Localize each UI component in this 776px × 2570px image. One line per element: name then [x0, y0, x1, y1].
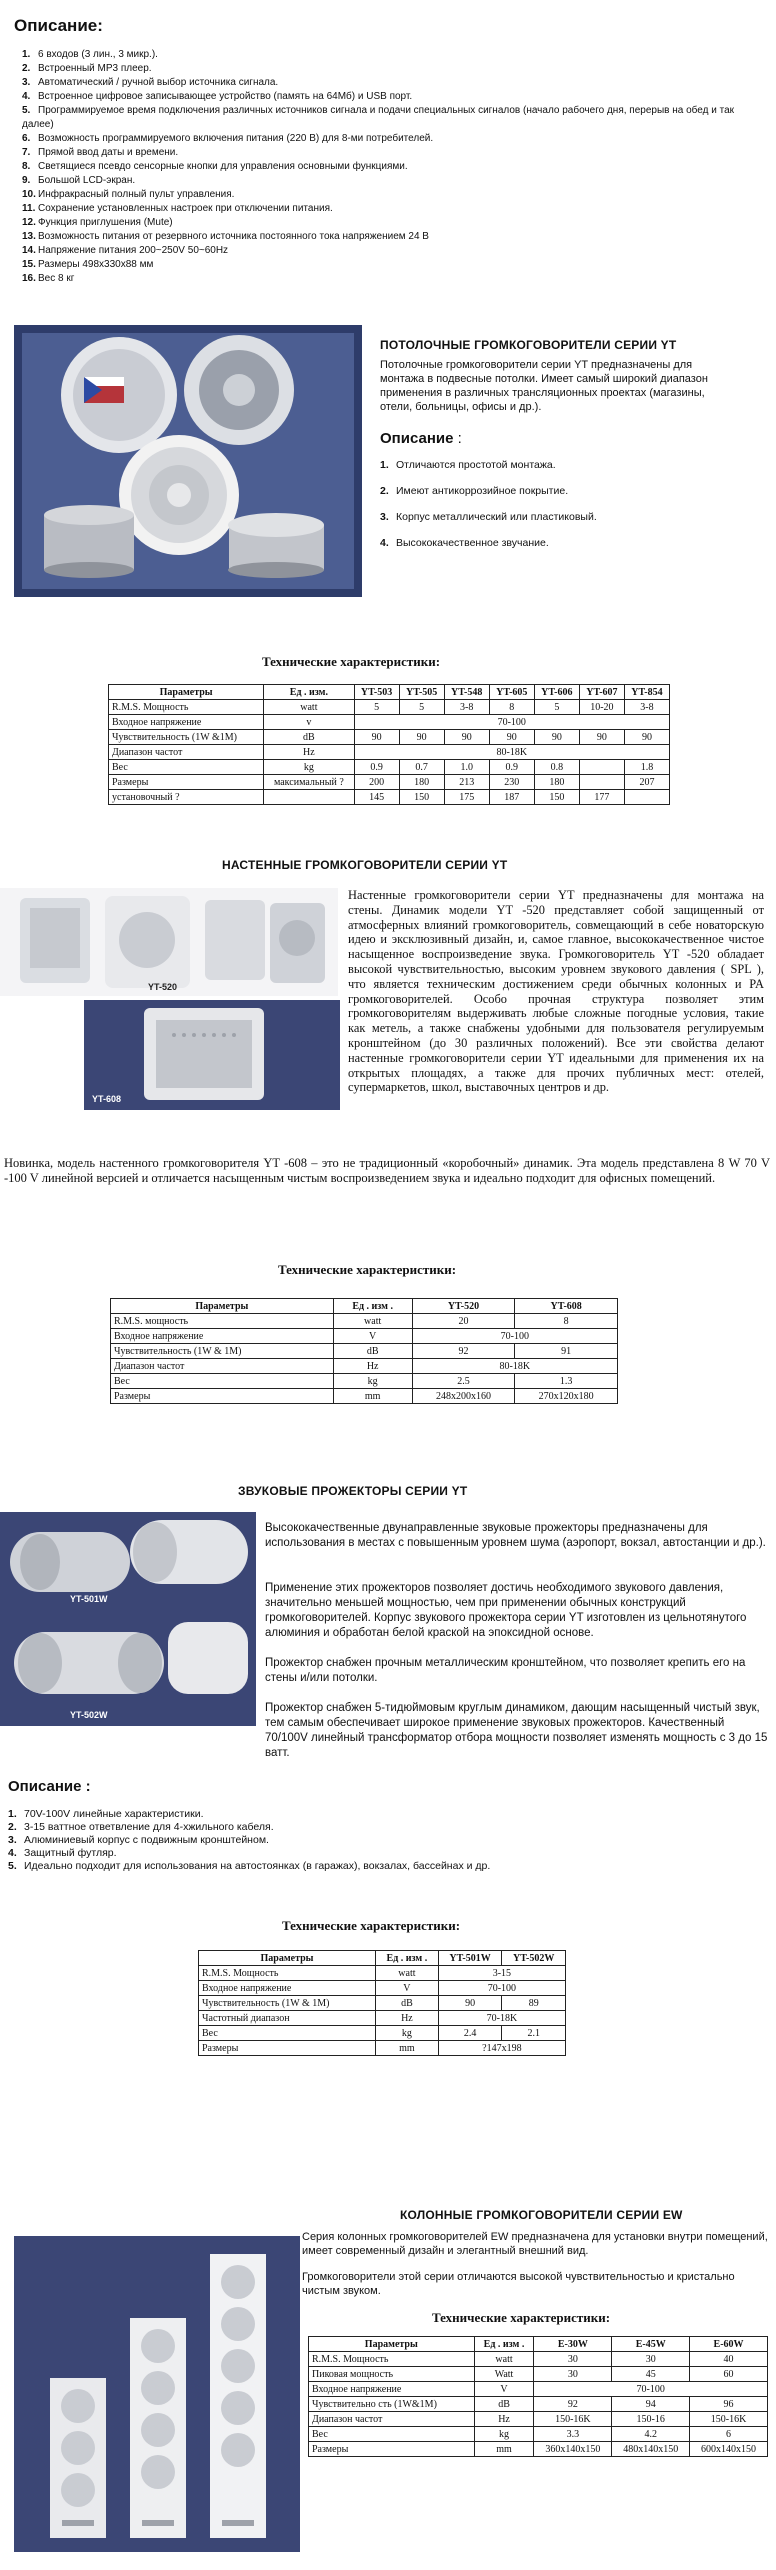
table-cell: 96 [690, 2397, 768, 2412]
table-cell: R.M.S. Мощность [199, 1966, 376, 1981]
projector-p1: Высококачественные двунаправленные звуковые прожекторы предназначены для использования в местах с повышенным уровнем шума (аэропорт, вокзал, автостанции и др.). [265, 1522, 766, 1549]
list-item [22, 244, 742, 258]
table-cell: Размеры [109, 775, 264, 790]
table-cell: 89 [502, 1996, 566, 2011]
table-row [111, 1389, 618, 1404]
list-item [22, 188, 742, 202]
column-header: YT-548 [444, 685, 489, 700]
column-header: Параметры [109, 685, 264, 700]
table-row [109, 775, 670, 790]
list-item-text: 6 входов (3 лин., 3 микр.). [38, 49, 158, 60]
table-row [109, 715, 670, 730]
table-cell: 40 [690, 2352, 768, 2367]
table-cell: Чувствительность (1W & 1M) [199, 1996, 376, 2011]
list-item-text: Корпус металлический или пластиковый. [396, 511, 597, 523]
table-cell: R.M.S. Мощность [309, 2352, 475, 2367]
table-row [109, 700, 670, 715]
table-row [111, 1329, 618, 1344]
list-number: 2. [380, 485, 389, 497]
list-item [22, 76, 742, 90]
table-cell: 80-18K [412, 1359, 617, 1374]
table-cell: 0.9 [354, 760, 399, 775]
table-cell: 90 [399, 730, 444, 745]
list-item-text: Сохранение установленных настроек при отключении питания. [38, 203, 333, 214]
table-cell: 10-20 [579, 700, 624, 715]
table-row [309, 2382, 768, 2397]
table-cell: 70-100 [534, 2382, 768, 2397]
column-header: E-30W [534, 2337, 612, 2352]
table-cell: 230 [489, 775, 534, 790]
table-cell: dB [264, 730, 354, 745]
table-cell: 4.2 [612, 2427, 690, 2442]
table-row [199, 1996, 566, 2011]
table-cell: 90 [354, 730, 399, 745]
list-item-text: Встроенный MP3 плеер. [38, 63, 152, 74]
table-cell: 70-100 [354, 715, 669, 730]
table-cell: максимальный ? [264, 775, 354, 790]
table-cell: Чувствительность (1W & 1M) [111, 1344, 334, 1359]
table-cell: 3.3 [534, 2427, 612, 2442]
table-cell: 70-100 [412, 1329, 617, 1344]
list-item [8, 1847, 708, 1860]
column-spec-table [308, 2336, 768, 2457]
list-number: 1. [8, 1808, 17, 1820]
table-cell: 150 [399, 790, 444, 805]
table-cell: 90 [438, 1996, 502, 2011]
label-yt502w: YT-502W [70, 1710, 108, 1720]
projector-specs-title: Технические характеристики: [282, 1918, 461, 1933]
column-header: YT-505 [399, 685, 444, 700]
table-cell: dB [474, 2397, 534, 2412]
list-number: 11. [22, 203, 36, 214]
table-cell: 90 [624, 730, 669, 745]
table-row [309, 2427, 768, 2442]
list-item-text: Алюминиевый корпус с подвижным кронштейном. [24, 1834, 269, 1846]
list-item [22, 202, 742, 216]
column-header: Параметры [199, 1951, 376, 1966]
label-yt520: YT-520 [148, 982, 178, 992]
table-cell: 600x140x150 [690, 2442, 768, 2457]
list-item [8, 1834, 708, 1847]
projector-spec-table [198, 1950, 566, 2056]
list-item-text: Большой LCD-экран. [38, 175, 136, 186]
table-cell: 3-15 [438, 1966, 565, 1981]
description-heading: Описание: [14, 16, 103, 35]
list-item-text: Вес 8 кг [38, 273, 75, 284]
table-cell: 0.7 [399, 760, 444, 775]
table-row [309, 2442, 768, 2457]
list-number: 3. [8, 1834, 17, 1846]
table-cell: 94 [612, 2397, 690, 2412]
table-cell: Размеры [111, 1389, 334, 1404]
list-item [22, 160, 742, 174]
table-cell: 213 [444, 775, 489, 790]
table-cell: Размеры [199, 2041, 376, 2056]
table-cell: 180 [534, 775, 579, 790]
table-cell: mm [376, 2041, 439, 2056]
projector-photo [0, 1512, 256, 1726]
table-cell [579, 760, 624, 775]
table-cell: 20 [412, 1314, 515, 1329]
table-cell: 150-16K [690, 2412, 768, 2427]
list-item [380, 536, 740, 550]
table-cell: 200 [354, 775, 399, 790]
table-cell: Входное напряжение [109, 715, 264, 730]
feature-list [22, 48, 742, 286]
table-row [111, 1374, 618, 1389]
table-cell [264, 790, 354, 805]
table-header-row [309, 2337, 768, 2352]
list-number: 5. [8, 1860, 17, 1872]
column-header: E-45W [612, 2337, 690, 2352]
list-item-text: Идеально подходит для использования на автостоянках (в гаражах), вокзалах, бассейнах и др. [24, 1860, 491, 1872]
list-number: 13. [22, 231, 36, 242]
list-item-text: Высококачественное звучание. [396, 537, 549, 549]
table-cell: 1.3 [515, 1374, 618, 1389]
table-cell: R.M.S. Мощность [109, 700, 264, 715]
label-yt501w: YT-501W [70, 1594, 108, 1604]
list-number: 16. [22, 273, 36, 284]
table-cell: 187 [489, 790, 534, 805]
list-item-text: 3-15 ваттное ответвление для 4-хжильного кабеля. [24, 1821, 274, 1833]
list-item [22, 258, 742, 272]
column-header: YT-606 [534, 685, 579, 700]
table-cell: watt [376, 1966, 439, 1981]
table-cell: 3-8 [624, 700, 669, 715]
projector-p2: Применение этих прожекторов позволяет достичь необходимого звукового давления, значительно меньшей мощностью, чем при применении обычных конструкций громкоговорителей. Корпус звукового прожектора серии YT изготовлен из цельнотянутого алюминия и обработан белой краской на эпоксидной основе. [265, 1582, 747, 1639]
list-item-text: Возможность программируемого включения питания (220 В) для 8-ми потребителей. [38, 133, 434, 144]
list-item-text: Размеры 498x330x88 мм [38, 259, 154, 270]
table-cell: 270x120x180 [515, 1389, 618, 1404]
list-number: 6. [22, 133, 31, 144]
list-item-text: Возможность питания от резервного источника постоянного тока напряжением 24 В [38, 231, 429, 242]
table-row [199, 1981, 566, 1996]
table-cell: 70-18K [438, 2011, 565, 2026]
list-item [22, 230, 742, 244]
list-item [22, 272, 742, 286]
table-cell: Диапазон частот [109, 745, 264, 760]
projector-p3: Прожектор снабжен прочным металлическим кронштейном, что позволяет крепить его на стены и/или потолки. [265, 1657, 746, 1684]
list-item-text: Автоматический / ручной выбор источника сигнала. [38, 77, 279, 88]
wall-note: Новинка, модель настенного громкоговорителя YT -608 – это не традиционный «коробочный» динамик. Эта модель представлена 8 W 70 V -100 V линейной версией и отличается насыщенным чистым воспроизведением звука и идеально подходит для офисных помещений. [4, 1156, 770, 1185]
list-item [8, 1821, 708, 1834]
table-cell: Входное напряжение [199, 1981, 376, 1996]
list-item-text: Программируемое время подключения различных источников сигнала и подачи специальных сигналов (начало рабочего дня, перерыв на обед и так далее) [22, 105, 735, 130]
table-row [109, 730, 670, 745]
list-item [22, 90, 742, 104]
table-cell: 150-16K [534, 2412, 612, 2427]
table-cell: 2.4 [438, 2026, 502, 2041]
list-item-text: 70V-100V линейные характеристики. [24, 1808, 204, 1820]
list-item [380, 484, 740, 498]
column-header: Ед . изм . [333, 1299, 412, 1314]
table-cell: Размеры [309, 2442, 475, 2457]
table-cell: Hz [376, 2011, 439, 2026]
table-cell: 5 [534, 700, 579, 715]
table-cell: mm [333, 1389, 412, 1404]
column-header: YT-854 [624, 685, 669, 700]
table-cell: 30 [612, 2352, 690, 2367]
column-p2: Громкоговорители этой серии отличаются высокой чувствительностью и кристально чистым звуком. [302, 2271, 735, 2297]
list-number: 5. [22, 105, 31, 116]
list-item [22, 48, 742, 62]
wall-speakers-photo-a [0, 888, 338, 996]
table-cell: 92 [534, 2397, 612, 2412]
list-item-text: Светящиеся псевдо сенсорные кнопки для управления основными функциями. [38, 161, 408, 172]
list-number: 2. [22, 63, 31, 74]
list-item [380, 458, 740, 472]
table-row [309, 2367, 768, 2382]
list-number: 4. [22, 91, 31, 102]
table-cell: 0.9 [489, 760, 534, 775]
table-cell: 175 [444, 790, 489, 805]
list-item [8, 1860, 708, 1873]
table-cell: 177 [579, 790, 624, 805]
table-cell: Чувствительно сть (1W&1M) [309, 2397, 475, 2412]
column-header: Ед . изм . [474, 2337, 534, 2352]
column-header: E-60W [690, 2337, 768, 2352]
column-header: Ед . изм. [264, 685, 354, 700]
list-number: 12. [22, 217, 36, 228]
list-number: 3. [380, 511, 389, 523]
table-cell: V [376, 1981, 439, 1996]
ceiling-specs-title: Технические характеристики: [262, 654, 441, 669]
table-cell: R.M.S. мощность [111, 1314, 334, 1329]
table-cell: Диапазон частот [111, 1359, 334, 1374]
table-cell: 207 [624, 775, 669, 790]
list-item-text: Функция приглушения (Mute) [38, 217, 173, 228]
column-p1: Серия колонных громкоговорителей EW предназначена для установки внутри помещений, имеет современный дизайн и элегантный внешний вид. [302, 2231, 768, 2257]
table-row [109, 790, 670, 805]
list-item [8, 1808, 708, 1821]
column-header: YT-502W [502, 1951, 566, 1966]
list-item [22, 104, 742, 132]
column-header: YT-607 [579, 685, 624, 700]
list-number: 7. [22, 147, 31, 158]
ceiling-title: ПОТОЛОЧНЫЕ ГРОМКОГОВОРИТЕЛИ СЕРИИ YT [380, 338, 677, 352]
table-cell: 2.1 [502, 2026, 566, 2041]
table-cell: 150 [534, 790, 579, 805]
table-cell: 80-18K [354, 745, 669, 760]
table-cell: 60 [690, 2367, 768, 2382]
projector-feature-list [8, 1808, 708, 1873]
list-item [22, 62, 742, 76]
column-speakers-photo [14, 2236, 300, 2552]
table-cell: 150-16 [612, 2412, 690, 2427]
list-item-text: Прямой ввод даты и времени. [38, 147, 179, 158]
wall-title: НАСТЕННЫЕ ГРОМКОГОВОРИТЕЛИ СЕРИИ YT [222, 858, 508, 872]
list-number: 14. [22, 245, 36, 256]
table-row [109, 760, 670, 775]
table-cell: 92 [412, 1344, 515, 1359]
table-cell: V [333, 1329, 412, 1344]
column-header: YT-503 [354, 685, 399, 700]
list-item-text: Напряжение питания 200~250V 50~60Hz [38, 245, 229, 256]
list-number: 3. [22, 77, 31, 88]
table-cell: 8 [515, 1314, 618, 1329]
table-row [199, 2011, 566, 2026]
ceiling-intro: Потолочные громкоговорители серии YT предназначены для монтажа в подвесные потолки. Имеет самый широкий диапазон применения в различных трансляционных проектах (магазины, отели, больницы, офисы и др.). [380, 359, 708, 413]
table-cell: Hz [264, 745, 354, 760]
column-header: Параметры [309, 2337, 475, 2352]
column-header: YT-520 [412, 1299, 515, 1314]
table-cell: Входное напряжение [111, 1329, 334, 1344]
table-row [309, 2352, 768, 2367]
list-item [380, 510, 740, 524]
table-cell: Вес [309, 2427, 475, 2442]
table-header-row [111, 1299, 618, 1314]
table-cell: 480x140x150 [612, 2442, 690, 2457]
table-cell: 8 [489, 700, 534, 715]
table-cell: kg [264, 760, 354, 775]
table-cell: 0.8 [534, 760, 579, 775]
table-row [199, 2041, 566, 2056]
projector-title: ЗВУКОВЫЕ ПРОЖЕКТОРЫ СЕРИИ YT [238, 1484, 468, 1498]
table-cell: 6 [690, 2427, 768, 2442]
ceiling-speakers-photo [14, 325, 362, 597]
list-number: 8. [22, 161, 31, 172]
table-row [111, 1359, 618, 1374]
list-number: 9. [22, 175, 31, 186]
table-cell: 90 [489, 730, 534, 745]
table-row [309, 2412, 768, 2427]
table-cell: 90 [534, 730, 579, 745]
table-cell: 1.0 [444, 760, 489, 775]
wall-spec-table [110, 1298, 618, 1404]
list-number: 2. [8, 1821, 17, 1833]
column-header: YT-605 [489, 685, 534, 700]
table-cell: kg [333, 1374, 412, 1389]
list-number: 1. [22, 49, 31, 60]
table-cell: установочный ? [109, 790, 264, 805]
table-cell [624, 790, 669, 805]
list-item-text: Отличаются простотой монтажа. [396, 459, 556, 471]
table-cell: 1.8 [624, 760, 669, 775]
table-cell: kg [474, 2427, 534, 2442]
table-cell: ?147x198 [438, 2041, 565, 2056]
table-row [111, 1344, 618, 1359]
ceiling-spec-table [108, 684, 670, 805]
table-cell: 2.5 [412, 1374, 515, 1389]
table-cell [579, 775, 624, 790]
table-row [199, 2026, 566, 2041]
table-cell: kg [376, 2026, 439, 2041]
wall-specs-title: Технические характеристики: [278, 1262, 457, 1277]
list-item [22, 174, 742, 188]
table-cell: 5 [354, 700, 399, 715]
list-item-text: Инфракрасный полный пульт управления. [38, 189, 235, 200]
wall-description: Настенные громкоговорители серии YT предназначены для монтажа на стены. Динамик модели YT -520 представляет собой защищенный от атмосферных влияний громкоговоритель, совмещающий в себе новаторскую идею и эксклюзивный дизайн, и, самое главное, высококачественное чистое насыщенное воспроизведение звука. Громкоговоритель YT -520 обладает высокой чувствительностью, высоким уровнем звукового давления ( SPL ), что является техническим достижением среди обычных колонных и PA громкоговорителей. Особо прочная структура позволяет этим громкоговорителям выдерживать любые сложные погодные условия, такие как метель, а также снабжены удобными для пользователя регулируемым кронштейном (до 30 различных положений). Все эти свойства делают настенные громкоговорители серии YT идеальными для применения их на открытых площадях, а также для прочих публичных мест: отелей, супермаркетов, школ, выставочных центров и др. [348, 888, 764, 1095]
list-item [22, 216, 742, 230]
table-header-row [199, 1951, 566, 1966]
table-cell: 70-100 [438, 1981, 565, 1996]
wall-speakers-photo-b [84, 1000, 340, 1110]
projector-desc-heading: Описание : [8, 1778, 91, 1795]
table-cell: 5 [399, 700, 444, 715]
table-cell: v [264, 715, 354, 730]
ceiling-desc-heading: Описание : [380, 430, 462, 447]
table-cell: Вес [199, 2026, 376, 2041]
table-cell: 30 [534, 2352, 612, 2367]
list-number: 1. [380, 459, 389, 471]
table-cell: watt [333, 1314, 412, 1329]
table-cell: watt [474, 2352, 534, 2367]
table-cell: Hz [474, 2412, 534, 2427]
table-row [309, 2397, 768, 2412]
table-cell: 3-8 [444, 700, 489, 715]
table-cell: 45 [612, 2367, 690, 2382]
list-number: 4. [380, 537, 389, 549]
table-cell: Вес [111, 1374, 334, 1389]
table-cell: 145 [354, 790, 399, 805]
table-cell: Чувствительность (1W &1M) [109, 730, 264, 745]
table-cell: 360x140x150 [534, 2442, 612, 2457]
table-cell: Диапазон частот [309, 2412, 475, 2427]
table-cell: mm [474, 2442, 534, 2457]
table-cell: dB [376, 1996, 439, 2011]
table-cell: 90 [444, 730, 489, 745]
table-cell: dB [333, 1344, 412, 1359]
table-cell: 90 [579, 730, 624, 745]
column-title: КОЛОННЫЕ ГРОМКОГОВОРИТЕЛИ СЕРИИ EW [400, 2208, 683, 2222]
table-cell: 248x200x160 [412, 1389, 515, 1404]
table-cell: Watt [474, 2367, 534, 2382]
list-number: 15. [22, 259, 36, 270]
column-header: YT-608 [515, 1299, 618, 1314]
table-row [109, 745, 670, 760]
label-yt608: YT-608 [92, 1094, 122, 1104]
list-number: 10. [22, 189, 36, 200]
table-cell: 180 [399, 775, 444, 790]
list-item-text: Имеют антикоррозийное покрытие. [396, 485, 569, 497]
ceiling-feature-list [380, 458, 740, 562]
table-cell: Пиковая мощность [309, 2367, 475, 2382]
table-cell: Входное напряжение [309, 2382, 475, 2397]
table-row [111, 1314, 618, 1329]
list-item-text: Встроенное цифровое записывающее устройство (память на 64Мб) и USB порт. [38, 91, 413, 102]
table-cell: watt [264, 700, 354, 715]
projector-p4: Прожектор снабжен 5-тидюймовым круглым динамиком, дающим насыщенный чистый звук, тем самым обеспечивает широкое применение звуковых прожекторов. Качественный 70/100V линейный трансформатор отбора мощности позволяет изменять мощность с 3 до 15 ватт. [265, 1702, 768, 1759]
table-cell: 30 [534, 2367, 612, 2382]
list-item [22, 146, 742, 160]
table-cell: Hz [333, 1359, 412, 1374]
column-header: Ед . изм . [376, 1951, 439, 1966]
list-item [22, 132, 742, 146]
column-specs-title: Технические характеристики: [432, 2310, 611, 2325]
column-header: Параметры [111, 1299, 334, 1314]
table-header-row [109, 685, 670, 700]
list-item-text: Защитный футляр. [24, 1847, 117, 1859]
table-cell: Частотный диапазон [199, 2011, 376, 2026]
column-header: YT-501W [438, 1951, 502, 1966]
list-number: 4. [8, 1847, 17, 1859]
table-cell: 91 [515, 1344, 618, 1359]
table-cell: Вес [109, 760, 264, 775]
table-cell: V [474, 2382, 534, 2397]
table-row [199, 1966, 566, 1981]
